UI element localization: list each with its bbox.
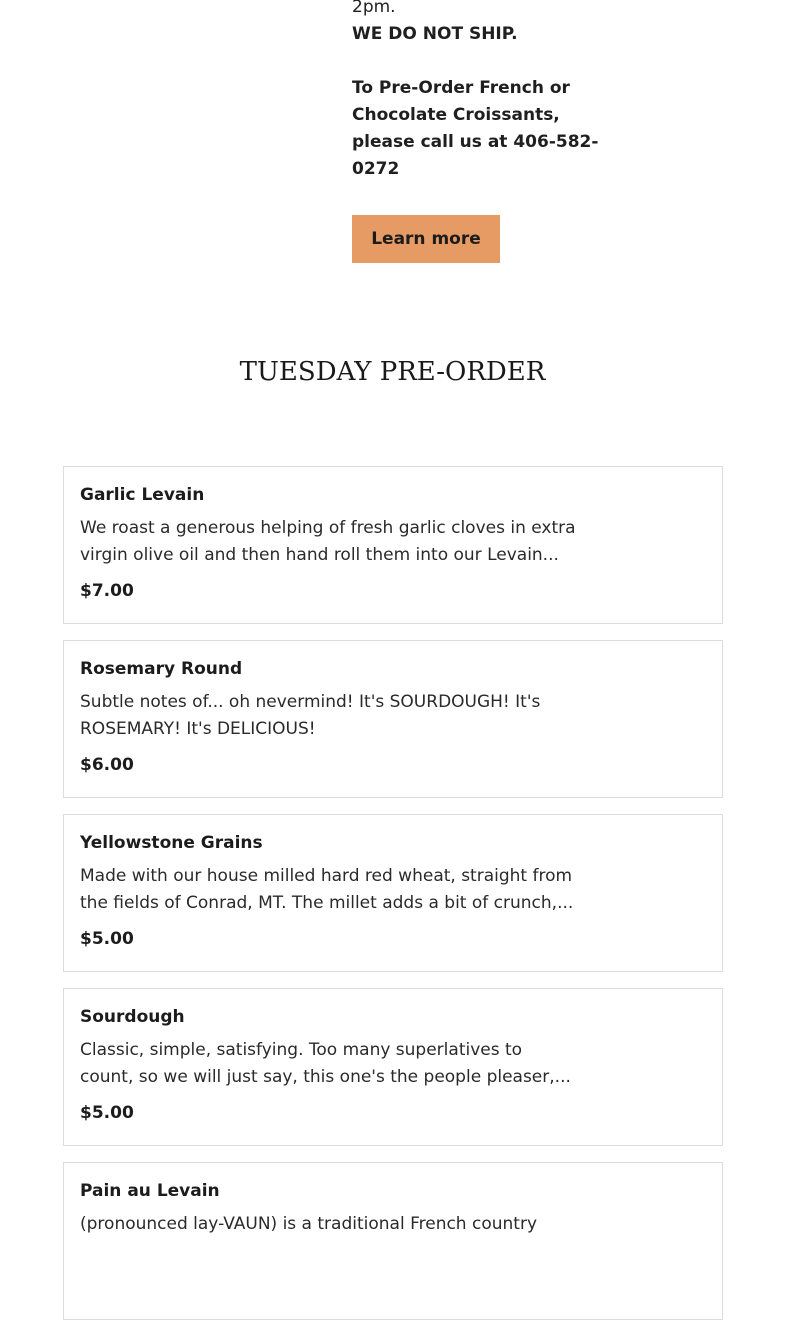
product-price: $5.00 <box>80 929 134 949</box>
product-card-pain-au-levain[interactable] <box>63 1162 723 1320</box>
section-title: TUESDAY PRE-ORDER <box>239 357 546 387</box>
product-description: We roast a generous helping of fresh garlic cloves in extra virgin olive oil and then hand roll them into our Levain... <box>80 518 576 565</box>
product-card-yellowstone-grains[interactable] <box>63 814 723 972</box>
product-description: Made with our house milled hard red wheat, straight from the fields of Conrad, MT. The millet adds a bit of crunch,... <box>80 866 574 913</box>
croissant-preorder-note: To Pre-Order French or Chocolate Croissants, please call us at 406-582-0272 <box>352 78 599 179</box>
product-card-sourdough[interactable] <box>63 988 723 1146</box>
product-list <box>63 466 723 1336</box>
product-price: $5.00 <box>80 1103 134 1123</box>
product-price: $6.00 <box>80 755 134 775</box>
product-card-rosemary-round[interactable] <box>63 640 723 798</box>
learn-more-button[interactable]: Learn more <box>352 215 500 263</box>
product-name[interactable]: Pain au Levain <box>80 1181 220 1201</box>
product-name[interactable]: Sourdough <box>80 1007 185 1027</box>
store-info <box>352 0 602 183</box>
product-name[interactable]: Yellowstone Grains <box>80 833 263 853</box>
no-ship-notice: WE DO NOT SHIP. <box>352 24 518 44</box>
hours-text: 2pm. <box>352 0 396 17</box>
product-name[interactable]: Garlic Levain <box>80 485 205 505</box>
product-description: (pronounced lay-VAUN) is a traditional French country <box>80 1214 537 1234</box>
product-card-garlic-levain[interactable] <box>63 466 723 624</box>
product-price: $7.00 <box>80 581 134 601</box>
product-name[interactable]: Rosemary Round <box>80 659 243 679</box>
product-description: Subtle notes of... oh nevermind! It's SOURDOUGH! It's ROSEMARY! It's DELICIOUS! <box>80 692 541 739</box>
product-description: Classic, simple, satisfying. Too many superlatives to count, so we will just say, this one's the people pleaser,... <box>80 1040 571 1087</box>
